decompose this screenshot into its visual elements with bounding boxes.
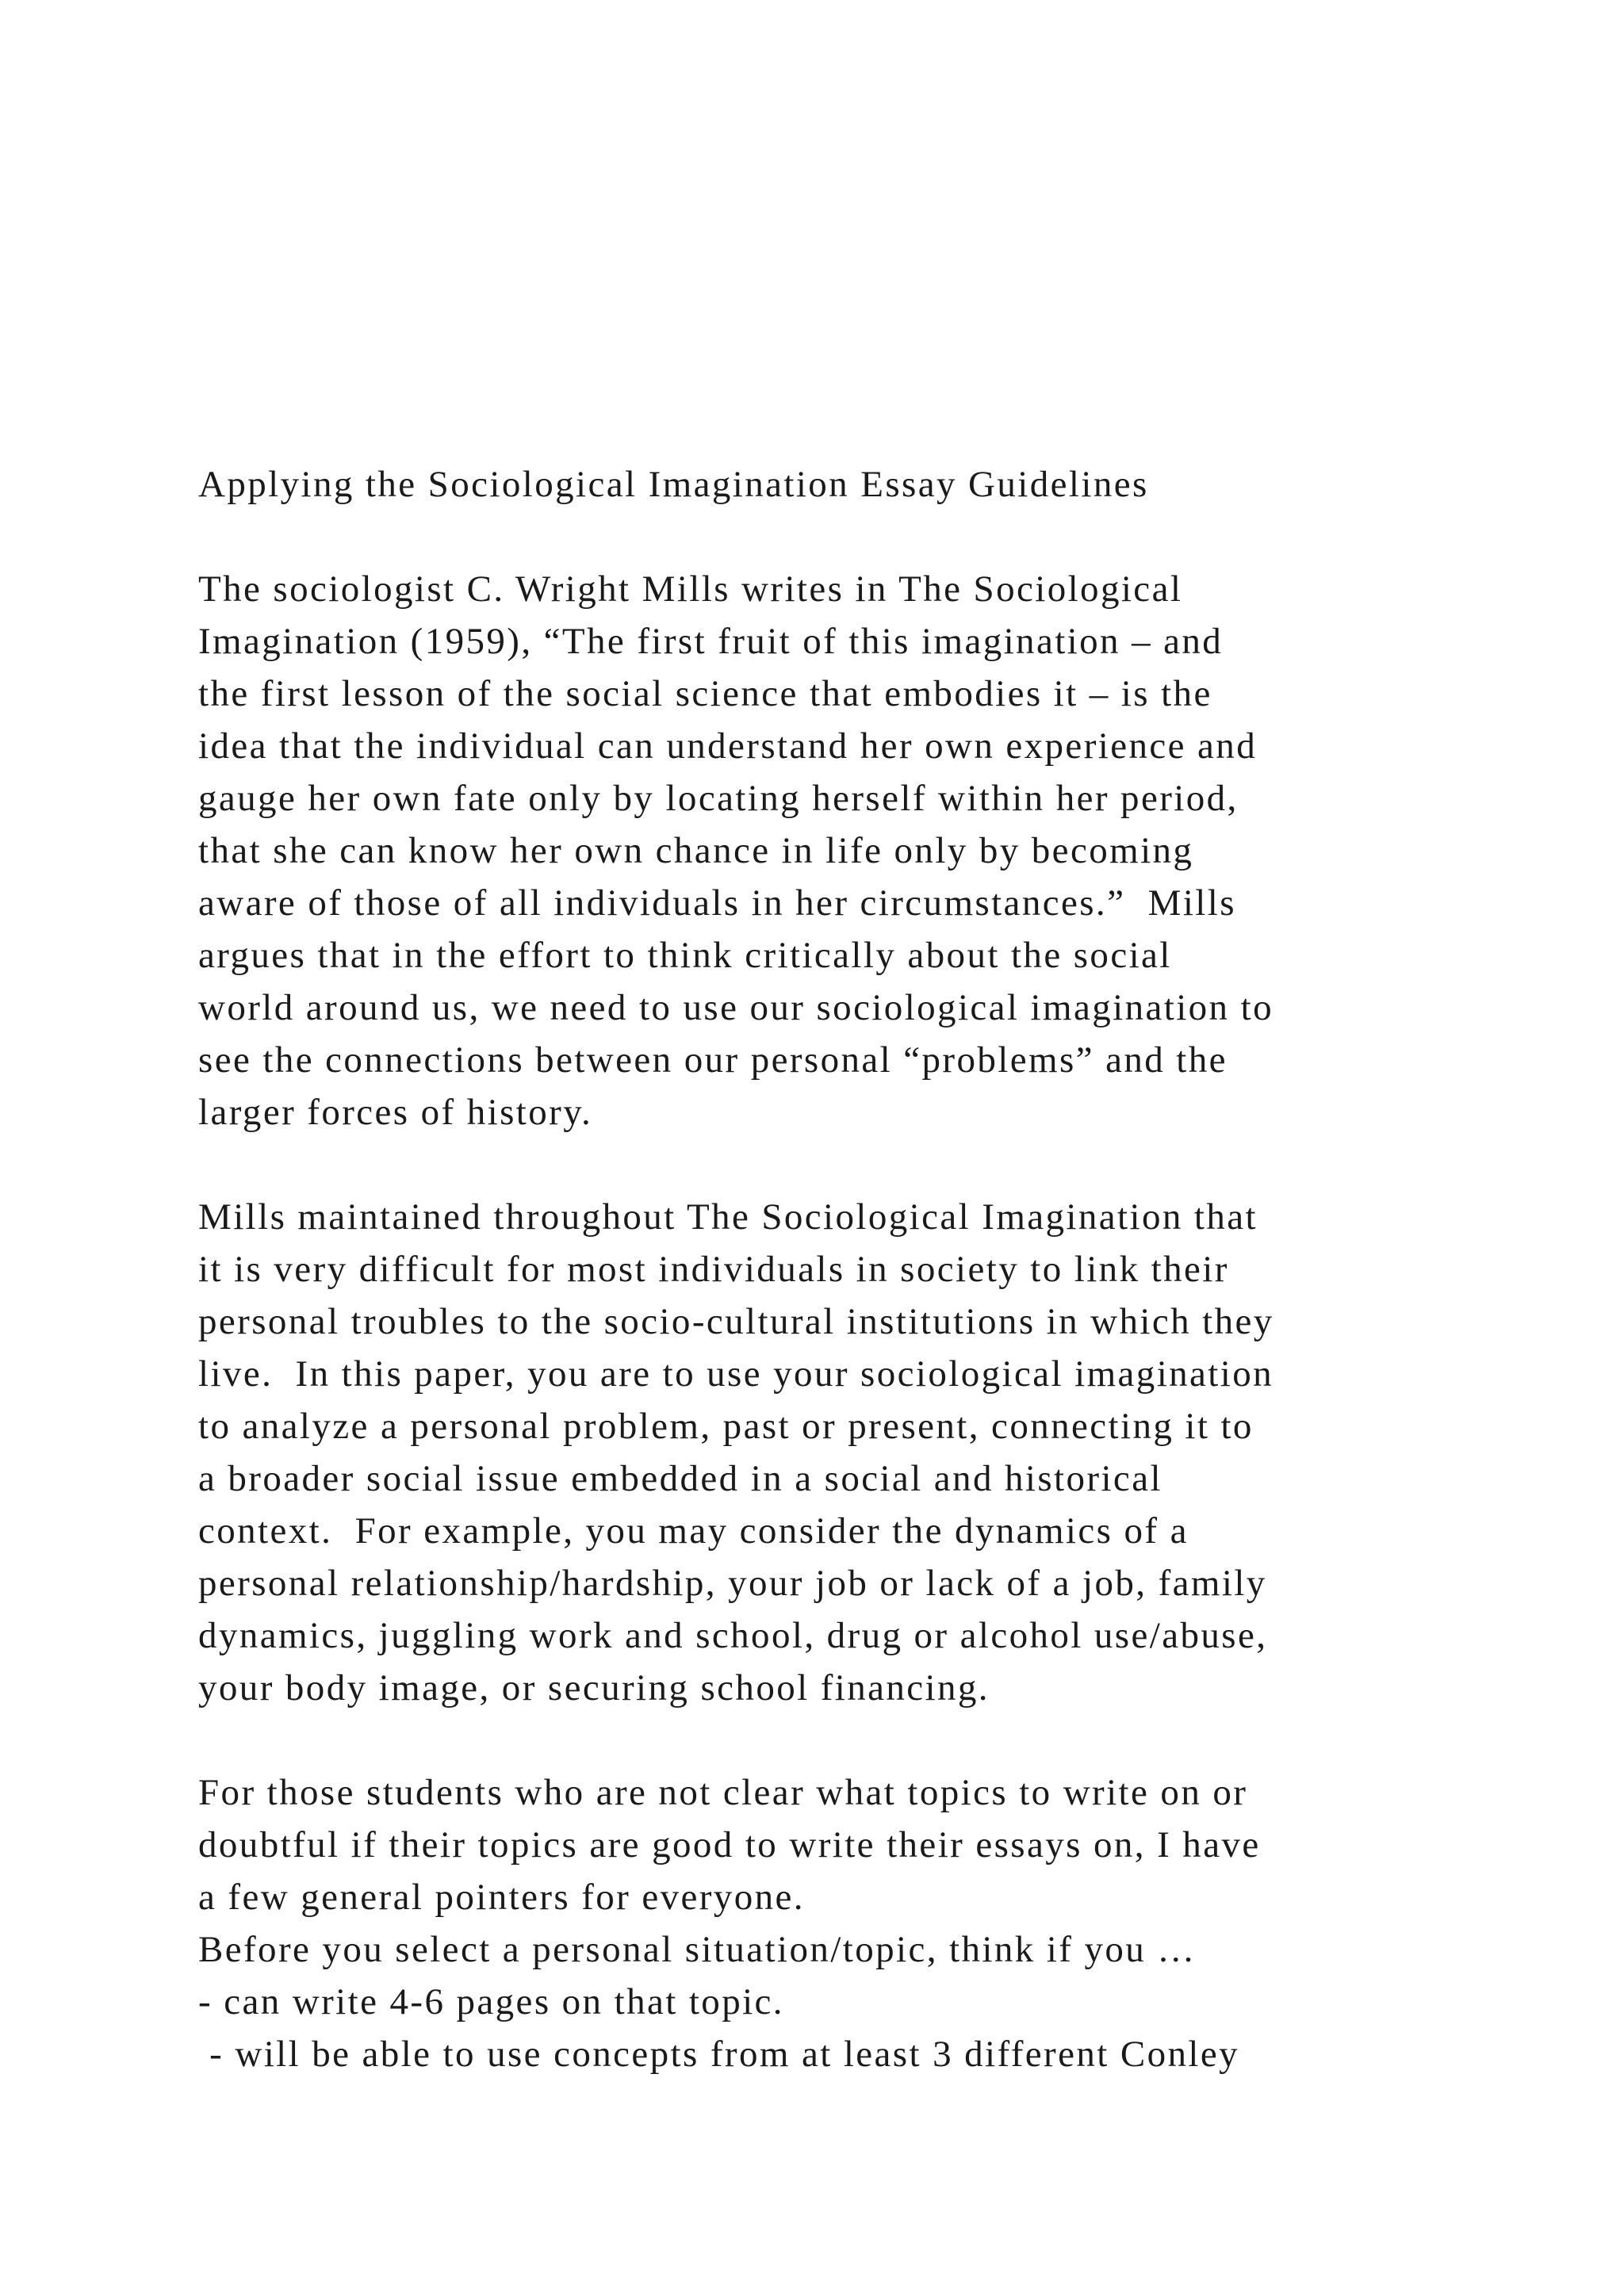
text-line: doubtful if their topics are good to write their essays on, I have [198,1824,1261,1866]
paragraph-assignment [198,1191,1546,1714]
text-line: see the connections between our personal “problems” and the [198,1039,1228,1081]
text-line: a broader social issue embedded in a social and historical [198,1458,1162,1499]
text-line: For those students who are not clear what topics to write on or [198,1772,1248,1813]
text-line: live. In this paper, you are to use your sociological imagination [198,1353,1274,1395]
text-line: it is very difficult for most individuals in society to link their [198,1249,1229,1290]
document-title: Applying the Sociological Imagination Essay Guidelines [198,464,1149,505]
text-line: to analyze a personal problem, past or present, connecting it to [198,1406,1254,1447]
document-body [198,458,1546,2080]
text-line: a few general pointers for everyone. [198,1877,805,1918]
paragraph-intro [198,563,1546,1138]
text-line: context. For example, you may consider the dynamics of a [198,1510,1189,1552]
text-line: dynamics, juggling work and school, drug or alcohol use/abuse, [198,1615,1268,1656]
text-line: The sociologist C. Wright Mills writes in The Sociological [198,568,1183,610]
paragraph-spacer [198,1714,1546,1766]
list-item: - will be able to use concepts from at least 3 different Conley [198,2034,1240,2075]
text-line: personal relationship/hardship, your job or lack of a job, family [198,1563,1267,1604]
text-line: your body image, or securing school financing. [198,1667,990,1709]
list-item: - can write 4-6 pages on that topic. [198,1981,784,2022]
text-line: world around us, we need to use our sociological imagination to [198,987,1274,1028]
text-line: personal troubles to the socio-cultural institutions in which they [198,1301,1274,1342]
text-line: Imagination (1959), “The first fruit of this imagination – and [198,621,1224,662]
paragraph-pointers [198,1766,1546,2080]
text-line: Mills maintained throughout The Sociological Imagination that [198,1196,1258,1238]
paragraph-spacer [198,511,1546,563]
text-line: the first lesson of the social science that embodies it – is the [198,673,1212,714]
text-line: Before you select a personal situation/topic, think if you … [198,1929,1197,1970]
text-line: that she can know her own chance in life only by becoming [198,830,1194,871]
text-line: idea that the individual can understand her own experience and [198,725,1258,767]
text-line: aware of those of all individuals in her circumstances.” Mills [198,882,1236,924]
paragraph-spacer [198,1138,1546,1191]
text-line: argues that in the effort to think critically about the social [198,935,1172,976]
text-line: gauge her own fate only by locating herself within her period, [198,778,1239,819]
text-line: larger forces of history. [198,1092,593,1133]
